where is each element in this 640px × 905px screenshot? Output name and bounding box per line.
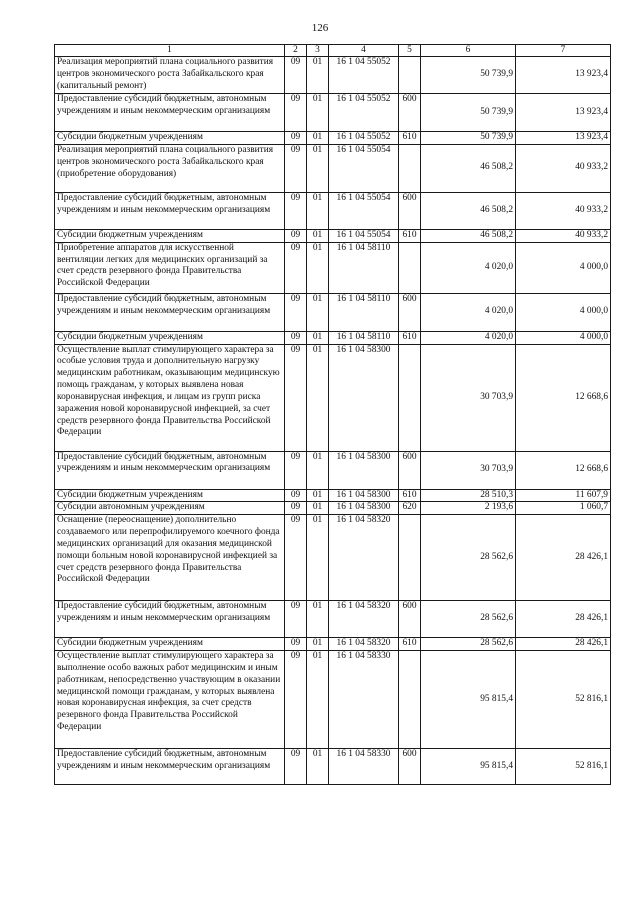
cell-target-article: 16 1 04 55054	[329, 229, 399, 242]
cell-target-article: 16 1 04 58300	[329, 489, 399, 502]
cell-subsection: 01	[307, 331, 329, 344]
table-row	[55, 502, 611, 515]
cell-subsection: 01	[307, 515, 329, 601]
cell-name: Субсидии бюджетным учреждениям	[55, 331, 285, 344]
cell-amount-col6: 4 020,0	[421, 242, 516, 293]
header-row	[55, 45, 611, 57]
cell-expense-type: 610	[399, 489, 421, 502]
cell-expense-type: 600	[399, 749, 421, 785]
cell-name: Предоставление субсидий бюджетным, автономным учреждениям и иным некоммерческим организациям	[55, 451, 285, 489]
cell-target-article: 16 1 04 55052	[329, 132, 399, 145]
cell-name: Субсидии автономным учреждениям	[55, 502, 285, 515]
cell-expense-type: 600	[399, 94, 421, 132]
cell-subsection: 01	[307, 192, 329, 229]
cell-amount-col6: 50 739,9	[421, 57, 516, 94]
cell-amount-col7: 12 668,6	[516, 344, 611, 451]
table-row	[55, 57, 611, 94]
cell-amount-col6: 28 562,6	[421, 515, 516, 601]
cell-name: Предоставление субсидий бюджетным, автономным учреждениям и иным некоммерческим организациям	[55, 293, 285, 331]
cell-amount-col6: 28 510,3	[421, 489, 516, 502]
cell-amount-col6: 28 562,6	[421, 638, 516, 651]
cell-amount-col7: 52 816,1	[516, 749, 611, 785]
cell-amount-col7: 11 607,9	[516, 489, 611, 502]
cell-amount-col6: 4 020,0	[421, 293, 516, 331]
cell-name: Приобретение аппаратов для искусственной вентиляции легких для медицинских организаций за счет средств резервного фонда Правительства Российской Федерации	[55, 242, 285, 293]
cell-expense-type: 600	[399, 293, 421, 331]
cell-expense-type	[399, 57, 421, 94]
cell-section: 09	[285, 132, 307, 145]
cell-amount-col6: 50 739,9	[421, 132, 516, 145]
cell-subsection: 01	[307, 293, 329, 331]
table-row	[55, 451, 611, 489]
table-row	[55, 242, 611, 293]
cell-name: Предоставление субсидий бюджетным, автономным учреждениям и иным некоммерческим организациям	[55, 94, 285, 132]
cell-amount-col6: 95 815,4	[421, 749, 516, 785]
cell-section: 09	[285, 749, 307, 785]
cell-target-article: 16 1 04 55054	[329, 192, 399, 229]
cell-subsection: 01	[307, 451, 329, 489]
cell-amount-col6: 46 508,2	[421, 192, 516, 229]
cell-subsection: 01	[307, 132, 329, 145]
cell-amount-col6: 28 562,6	[421, 601, 516, 638]
cell-section: 09	[285, 638, 307, 651]
cell-amount-col6: 46 508,2	[421, 144, 516, 192]
cell-subsection: 01	[307, 344, 329, 451]
table-row	[55, 651, 611, 749]
cell-name: Осуществление выплат стимулирующего характера за особые условия труда и дополнительную нагрузку медицинским работникам, оказывающим медицинскую помощь гражданам, у которых выявлена новая коронавирусная инфекция, и лицам из групп риска заражения новой коронавирусной инфекцией, за счет средств резервного фонда Правительства Российской Федерации	[55, 344, 285, 451]
cell-section: 09	[285, 489, 307, 502]
cell-amount-col7: 52 816,1	[516, 651, 611, 749]
cell-amount-col6: 95 815,4	[421, 651, 516, 749]
cell-amount-col6: 30 703,9	[421, 344, 516, 451]
cell-amount-col6: 46 508,2	[421, 229, 516, 242]
cell-expense-type: 610	[399, 331, 421, 344]
cell-subsection: 01	[307, 94, 329, 132]
cell-section: 09	[285, 242, 307, 293]
cell-amount-col7: 13 923,4	[516, 57, 611, 94]
cell-expense-type	[399, 242, 421, 293]
cell-amount-col7: 12 668,6	[516, 451, 611, 489]
cell-name: Субсидии бюджетным учреждениям	[55, 638, 285, 651]
cell-target-article: 16 1 04 58330	[329, 651, 399, 749]
cell-expense-type	[399, 144, 421, 192]
cell-amount-col7: 40 933,2	[516, 144, 611, 192]
table-row	[55, 331, 611, 344]
header-col-4: 4	[329, 45, 399, 57]
cell-section: 09	[285, 515, 307, 601]
table-row	[55, 489, 611, 502]
cell-expense-type: 600	[399, 451, 421, 489]
cell-expense-type: 610	[399, 132, 421, 145]
cell-name: Реализация мероприятий плана социального развития центров экономического роста Забайкальского края (капитальный ремонт)	[55, 57, 285, 94]
cell-subsection: 01	[307, 144, 329, 192]
header-col-6: 6	[421, 45, 516, 57]
cell-expense-type: 610	[399, 638, 421, 651]
cell-subsection: 01	[307, 489, 329, 502]
cell-subsection: 01	[307, 638, 329, 651]
cell-target-article: 16 1 04 58110	[329, 242, 399, 293]
cell-name: Предоставление субсидий бюджетным, автономным учреждениям и иным некоммерческим организациям	[55, 192, 285, 229]
cell-target-article: 16 1 04 55054	[329, 144, 399, 192]
cell-amount-col6: 50 739,9	[421, 94, 516, 132]
cell-amount-col6: 30 703,9	[421, 451, 516, 489]
cell-subsection: 01	[307, 651, 329, 749]
cell-amount-col7: 28 426,1	[516, 601, 611, 638]
cell-name: Реализация мероприятий плана социального развития центров экономического роста Забайкальского края (приобретение оборудования)	[55, 144, 285, 192]
cell-name: Предоставление субсидий бюджетным, автономным учреждениям и иным некоммерческим организациям	[55, 601, 285, 638]
cell-target-article: 16 1 04 58110	[329, 293, 399, 331]
cell-subsection: 01	[307, 229, 329, 242]
cell-target-article: 16 1 04 58300	[329, 502, 399, 515]
cell-target-article: 16 1 04 58320	[329, 638, 399, 651]
cell-amount-col7: 13 923,4	[516, 94, 611, 132]
cell-amount-col7: 1 060,7	[516, 502, 611, 515]
cell-section: 09	[285, 502, 307, 515]
budget-table	[54, 44, 611, 785]
cell-expense-type: 620	[399, 502, 421, 515]
cell-section: 09	[285, 344, 307, 451]
cell-amount-col6: 2 193,6	[421, 502, 516, 515]
cell-subsection: 01	[307, 242, 329, 293]
table-row	[55, 293, 611, 331]
page-number: 126	[311, 22, 329, 34]
cell-amount-col7: 28 426,1	[516, 638, 611, 651]
cell-section: 09	[285, 451, 307, 489]
table-row	[55, 749, 611, 785]
cell-amount-col7: 4 000,0	[516, 242, 611, 293]
cell-name: Субсидии бюджетным учреждениям	[55, 229, 285, 242]
cell-expense-type: 610	[399, 229, 421, 242]
cell-expense-type	[399, 515, 421, 601]
cell-target-article: 16 1 04 58110	[329, 331, 399, 344]
table-row	[55, 638, 611, 651]
cell-name: Субсидии бюджетным учреждениям	[55, 489, 285, 502]
header-col-2: 2	[285, 45, 307, 57]
cell-target-article: 16 1 04 55052	[329, 57, 399, 94]
cell-subsection: 01	[307, 502, 329, 515]
table-body	[55, 57, 611, 785]
cell-section: 09	[285, 57, 307, 94]
cell-section: 09	[285, 192, 307, 229]
cell-amount-col7: 4 000,0	[516, 331, 611, 344]
table-row	[55, 192, 611, 229]
table-row	[55, 601, 611, 638]
table-row	[55, 94, 611, 132]
header-col-5: 5	[399, 45, 421, 57]
table-row	[55, 515, 611, 601]
cell-subsection: 01	[307, 601, 329, 638]
cell-section: 09	[285, 601, 307, 638]
cell-name: Субсидии бюджетным учреждениям	[55, 132, 285, 145]
cell-section: 09	[285, 331, 307, 344]
header-col-1: 1	[55, 45, 285, 57]
cell-amount-col7: 40 933,2	[516, 229, 611, 242]
cell-name: Осуществление выплат стимулирующего характера за выполнение особо важных работ медицинским и иным работникам, непосредственно участвующим в оказании медицинской помощи гражданам, у которых выявлена новая коронавирусная инфекция, за счет средств резервного фонда Правительства Российской Федерации	[55, 651, 285, 749]
cell-section: 09	[285, 94, 307, 132]
table-row	[55, 229, 611, 242]
cell-subsection: 01	[307, 57, 329, 94]
cell-target-article: 16 1 04 58330	[329, 749, 399, 785]
cell-amount-col7: 13 923,4	[516, 132, 611, 145]
cell-target-article: 16 1 04 58300	[329, 451, 399, 489]
cell-subsection: 01	[307, 749, 329, 785]
cell-section: 09	[285, 293, 307, 331]
table-row	[55, 344, 611, 451]
cell-amount-col6: 4 020,0	[421, 331, 516, 344]
cell-target-article: 16 1 04 58320	[329, 601, 399, 638]
table-row	[55, 132, 611, 145]
table-row	[55, 144, 611, 192]
cell-section: 09	[285, 229, 307, 242]
cell-target-article: 16 1 04 55052	[329, 94, 399, 132]
cell-expense-type	[399, 344, 421, 451]
cell-name: Предоставление субсидий бюджетным, автономным учреждениям и иным некоммерческим организациям	[55, 749, 285, 785]
cell-target-article: 16 1 04 58300	[329, 344, 399, 451]
cell-name: Оснащение (переоснащение) дополнительно создаваемого или перепрофилируемого коечного фонда медицинских организаций для оказания медицинской помощи больным новой коронавирусной инфекцией за счет средств резервного фонда Правительства Российской Федерации	[55, 515, 285, 601]
cell-section: 09	[285, 651, 307, 749]
cell-expense-type	[399, 651, 421, 749]
cell-target-article: 16 1 04 58320	[329, 515, 399, 601]
header-col-3: 3	[307, 45, 329, 57]
cell-expense-type: 600	[399, 601, 421, 638]
cell-amount-col7: 40 933,2	[516, 192, 611, 229]
header-col-7: 7	[516, 45, 611, 57]
cell-amount-col7: 28 426,1	[516, 515, 611, 601]
cell-section: 09	[285, 144, 307, 192]
cell-amount-col7: 4 000,0	[516, 293, 611, 331]
cell-expense-type: 600	[399, 192, 421, 229]
